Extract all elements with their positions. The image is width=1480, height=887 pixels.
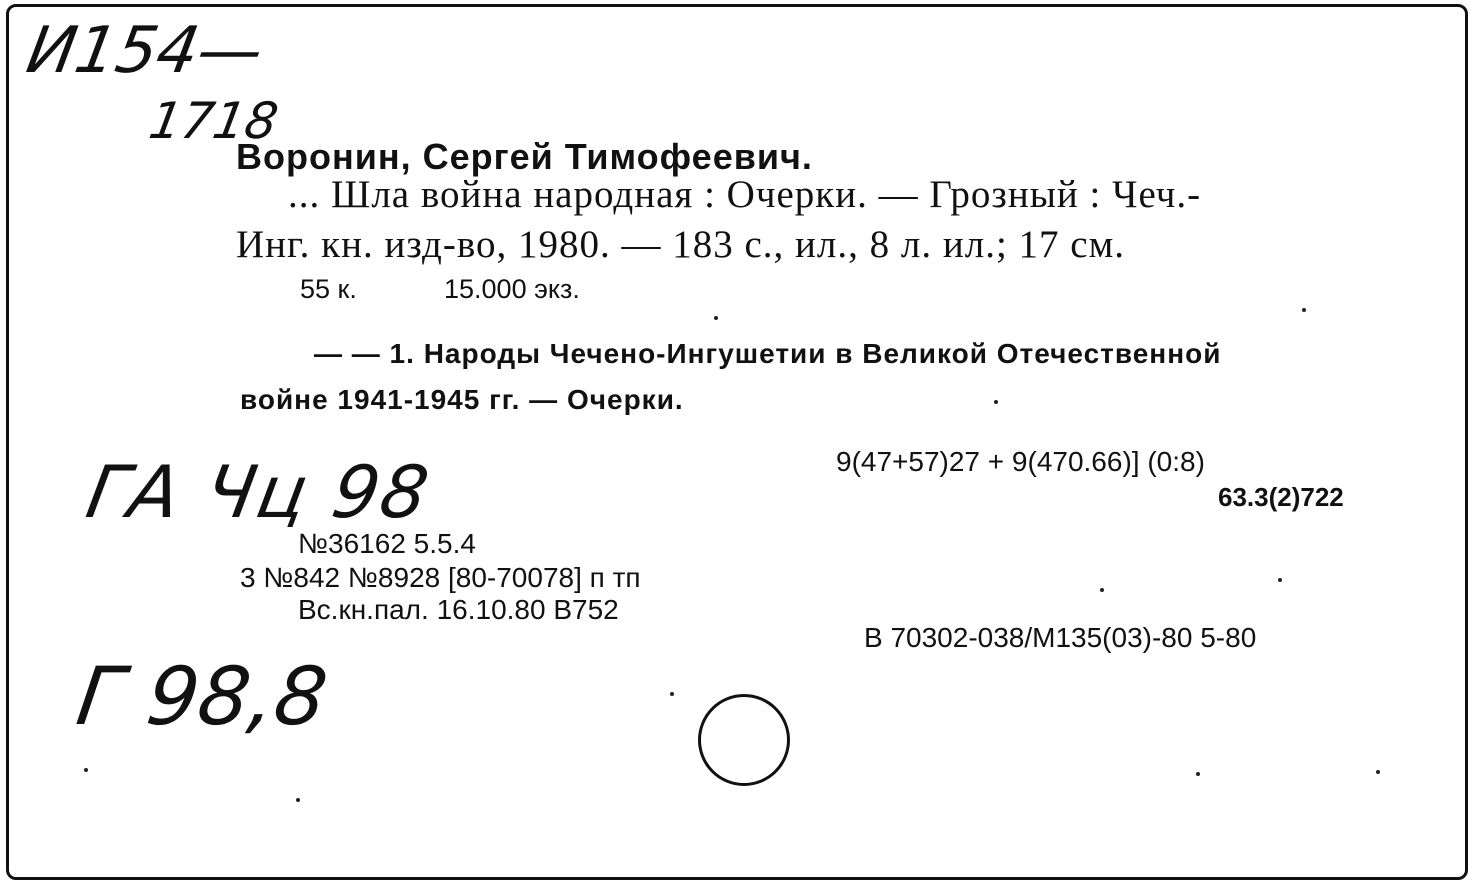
scan-speck: [1278, 578, 1282, 582]
scan-speck: [84, 768, 88, 772]
registry-line-1: №36162 5.5.4: [298, 528, 476, 559]
scan-speck: [1100, 588, 1104, 592]
subject-line-1: — — 1. Народы Чечено-Ингушетии в Великой Отечественной: [314, 338, 1222, 369]
handwritten-number: 1718: [144, 92, 283, 150]
registry-line-2: 3 №842 №8928 [80-70078] п тп: [240, 562, 641, 593]
bbk-code: 63.3(2)722: [1218, 482, 1344, 512]
scan-speck: [670, 692, 674, 696]
punch-hole: [698, 694, 790, 786]
title-line-1: ... Шла война народная : Очерки. — Грозный : Чеч.-: [288, 173, 1202, 216]
title-line-2: Инг. кн. изд-во, 1980. — 183 с., ил., 8 л. ил.; 17 см.: [236, 223, 1126, 266]
scan-speck: [714, 316, 718, 320]
udc-code: 9(47+57)27 + 9(470.66)] (0:8): [836, 446, 1205, 477]
scan-speck: [1196, 772, 1200, 776]
price: 55 к.: [300, 274, 357, 304]
print-run: 15.000 экз.: [444, 274, 580, 304]
handwritten-bottom-mark: Г 98,8: [71, 650, 333, 743]
scan-speck: [1302, 308, 1306, 312]
handwritten-code: И154—: [21, 14, 269, 88]
scan-speck: [994, 400, 998, 404]
scan-speck: [296, 798, 300, 802]
author-name: Воронин, Сергей Тимофеевич.: [236, 136, 813, 177]
registry-line-3: Вс.кн.пал. 16.10.80 В752: [298, 594, 619, 625]
catalog-code: В 70302-038/М135(03)-80 5-80: [864, 622, 1257, 653]
scan-speck: [1376, 770, 1380, 774]
handwritten-shelf-mark: ГА Чц 98: [80, 450, 437, 534]
subject-line-2: войне 1941-1945 гг. — Очерки.: [240, 384, 684, 415]
